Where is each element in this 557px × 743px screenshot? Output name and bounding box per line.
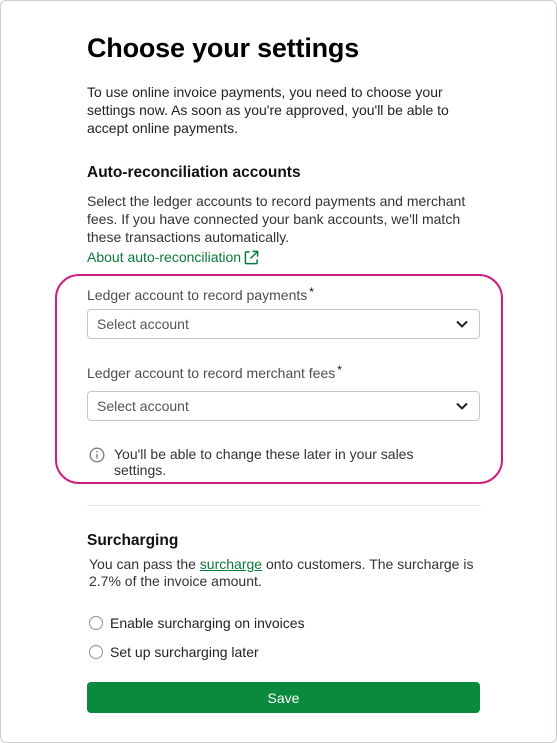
- payments-account-select[interactable]: [87, 309, 480, 339]
- payments-label-text: Ledger account to record payments: [87, 287, 308, 303]
- chevron-down-icon: [455, 317, 469, 331]
- intro-text: To use online invoice payments, you need to choose your settings now. As soon as you're approved, you'll be able to accept online payments.: [87, 84, 449, 136]
- save-button[interactable]: Save: [87, 682, 480, 713]
- surcharge-desc-start: You can pass the: [89, 556, 200, 572]
- fees-account-label: [87, 365, 342, 381]
- payments-account-label: [87, 287, 314, 303]
- enable-surcharging-option[interactable]: [89, 615, 305, 631]
- page-title: Choose your settings: [87, 33, 360, 63]
- chevron-down-icon: [455, 399, 469, 413]
- about-link-label: About auto-reconciliation: [87, 249, 242, 265]
- surcharging-later-option[interactable]: [89, 644, 259, 660]
- surcharging-description: [89, 556, 483, 590]
- section-divider: [87, 505, 481, 506]
- settings-note: [89, 446, 469, 478]
- note-text: You'll be able to change these later in your sales settings.: [114, 446, 414, 478]
- about-reconciliation-link[interactable]: [87, 249, 259, 265]
- enable-surcharging-radio[interactable]: [89, 616, 103, 630]
- external-link-icon: [244, 250, 259, 265]
- info-icon: [89, 447, 105, 463]
- fees-account-select[interactable]: [87, 391, 480, 421]
- surcharge-desc-end: onto customers. The surcharge is 2.7% of the invoice amount.: [89, 556, 474, 589]
- fees-label-text: Ledger account to record merchant fees: [87, 365, 336, 381]
- required-mark: *: [309, 285, 314, 299]
- payments-select-value: Select account: [97, 316, 189, 332]
- surcharging-later-label: Set up surcharging later: [110, 644, 259, 660]
- surcharge-link[interactable]: surcharge: [199, 556, 263, 572]
- required-mark: *: [337, 363, 342, 377]
- surcharging-later-radio[interactable]: [89, 645, 103, 659]
- fees-select-value: Select account: [97, 398, 189, 414]
- enable-surcharging-label: Enable surcharging on invoices: [110, 615, 305, 631]
- reconciliation-heading: Auto-reconciliation accounts: [87, 164, 301, 181]
- reconciliation-description: Select the ledger accounts to record payments and merchant fees. If you have connected your bank accounts, we'll match these transactions automatically.: [87, 193, 466, 245]
- surcharging-heading: Surcharging: [87, 532, 179, 549]
